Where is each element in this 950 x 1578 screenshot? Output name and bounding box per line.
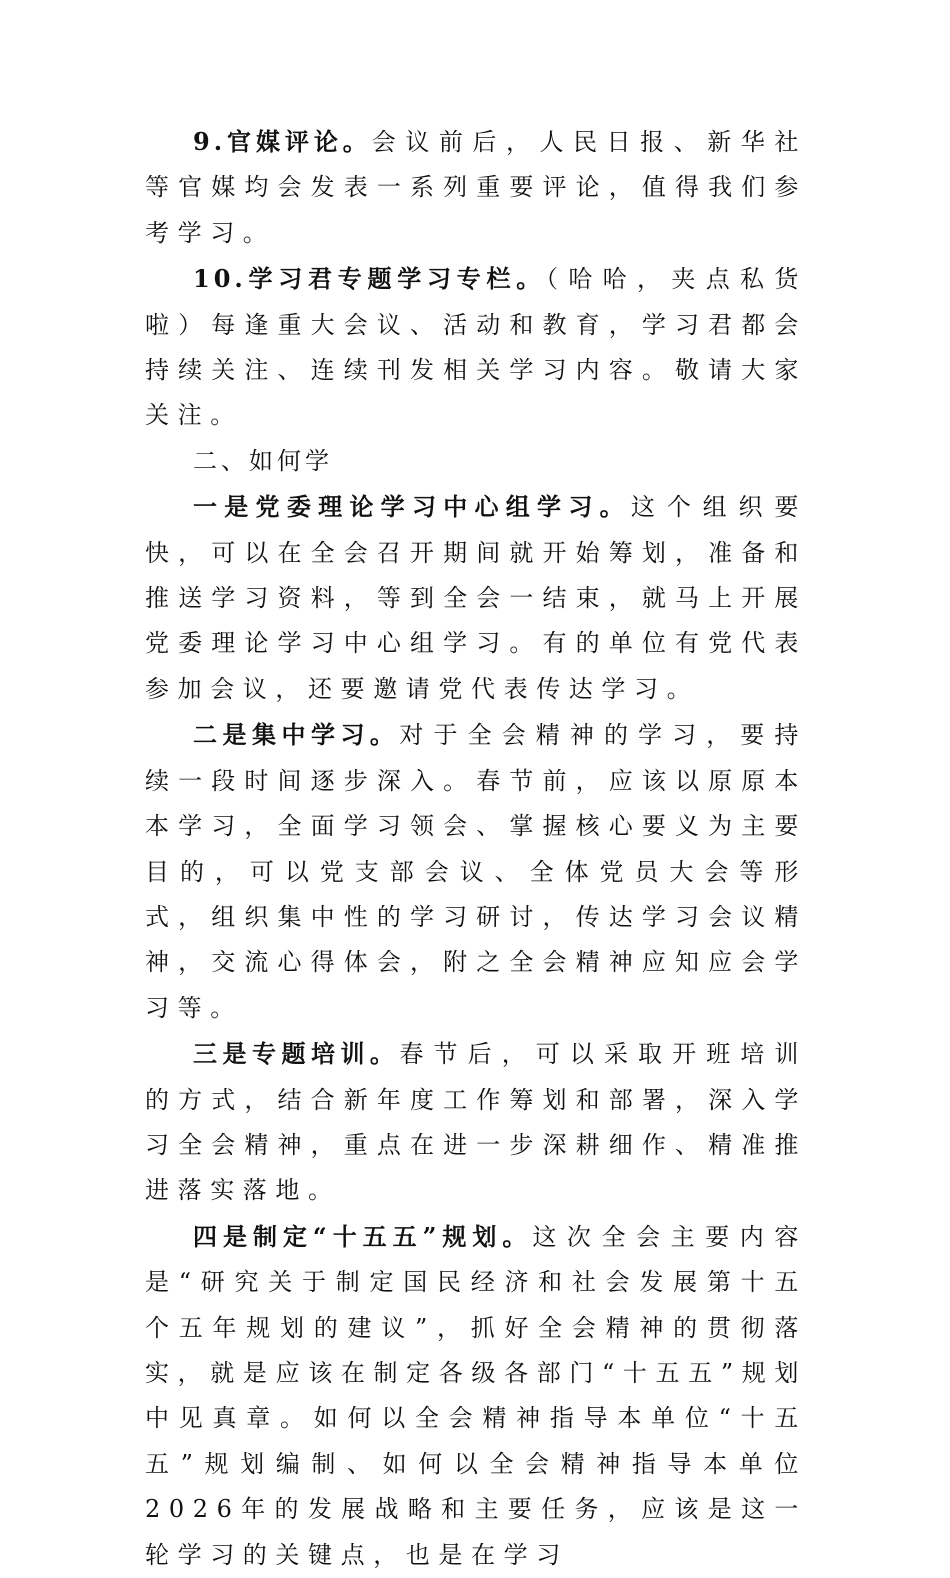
section-heading-text: 二、如何学 xyxy=(193,446,333,475)
paragraph-body: （哈哈，夹点私货啦）每逢重大会议、活动和教育，学习君都会持续关注、连续刊发相关学习内容。敬请大家关注。 xyxy=(145,265,807,430)
paragraph-method-2 xyxy=(145,712,807,1031)
paragraph-body: 春节后，可以采取开班培训的方式，结合新年度工作筹划和部署，深入学习全会精神，重点在进一步深耕细作、精准推进落实落地。 xyxy=(145,1040,807,1205)
document-page xyxy=(145,119,807,1578)
paragraph-method-4 xyxy=(145,1214,807,1578)
paragraph-lead: 三是专题培训。 xyxy=(193,1039,400,1069)
paragraph-lead: 四是制定“十五五”规划。 xyxy=(193,1221,533,1251)
paragraph-body: 对于全会精神的学习，要持续一段时间逐步深入。春节前，应该以原原本本学习，全面学习领会、掌握核心要义为主要目的，可以党支部会议、全体党员大会等形式，组织集中性的学习研讨，传达学习会议精神，交流心得体会，附之全会精神应知应会学习等。 xyxy=(145,721,807,1022)
paragraph-lead: 9.官媒评论。 xyxy=(193,127,372,156)
paragraph-method-3 xyxy=(145,1031,807,1214)
paragraph-lead: 一是党委理论学习中心组学习。 xyxy=(193,492,631,522)
paragraph-body: 会议前后，人民日报、新华社等官媒均会发表一系列重要评论，值得我们参考学习。 xyxy=(145,128,807,247)
paragraph-item-10 xyxy=(145,256,807,439)
paragraph-method-1 xyxy=(145,484,807,712)
paragraph-body: 这次全会主要内容是“研究关于制定国民经济和社会发展第十五个五年规划的建议”，抓好全会精神的贯彻落实，就是应该在制定各级各部门“十五五”规划中见真章。如何以全会精神指导本单位“十五五”规划编制、如何以全会精神指导本单位2026年的发展战略和主要任务，应该是这一轮学习的关键点，也是在学习 xyxy=(145,1222,807,1569)
paragraph-item-9 xyxy=(145,119,807,256)
section-heading xyxy=(145,439,807,484)
paragraph-lead: 10.学习君专题学习专栏。 xyxy=(193,264,546,294)
paragraph-lead: 二是集中学习。 xyxy=(193,720,400,750)
paragraph-body: 这个组织要快，可以在全会召开期间就开始筹划，准备和推送学习资料，等到全会一结束，就马上开展党委理论学习中心组学习。有的单位有党代表参加会议，还要邀请党代表传达学习。 xyxy=(145,493,808,703)
